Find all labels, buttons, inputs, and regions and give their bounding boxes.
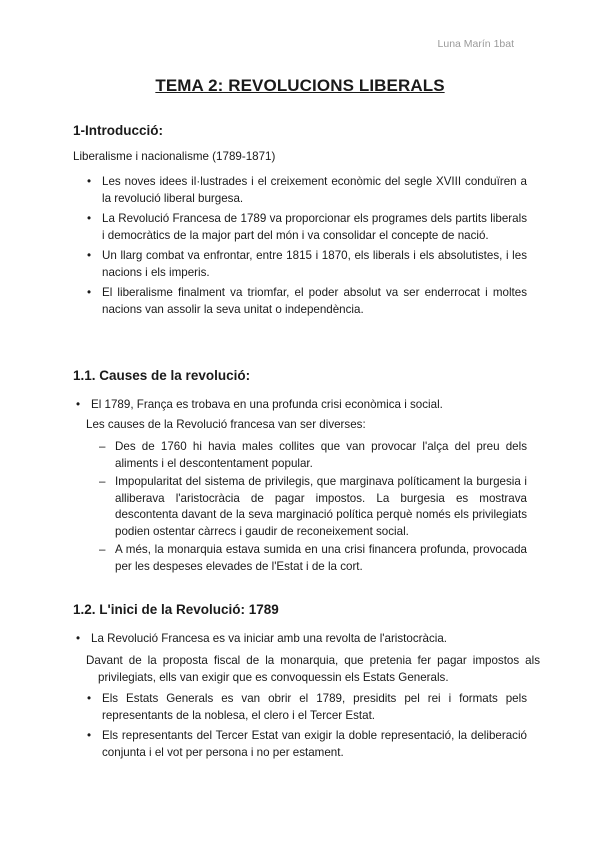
- causes-dash-list: [0, 439, 527, 577]
- list-item: • La Revolució Francesa es va iniciar amb una revolta de l'aristocràcia.: [91, 631, 516, 648]
- list-item: – A més, la monarquia estava sumida en una crisi financera profunda, provocada per les despeses elevades de l'Estat i de la cort.: [115, 542, 527, 575]
- list-item: – Des de 1760 hi havia males collites que van provocar l'alça del preu dels aliments i el descontentament popular.: [115, 439, 527, 472]
- causes-intro-text: Les causes de la Revolució francesa van ser diverses:: [86, 418, 366, 431]
- inici-paragraph: Davant de la proposta fiscal de la monarquia, que pretenia fer pagar impostos als privilegiats, ells van exigir que es convoquessin els Estats Generals.: [86, 654, 540, 684]
- author-name: Luna Marín 1bat: [437, 38, 514, 50]
- section-heading-inici: 1.2. L'inici de la Revolució: 1789: [73, 602, 279, 617]
- intro-bullet-list: [0, 174, 527, 322]
- inici-first-bullet: [0, 631, 516, 652]
- list-item: – Impopularitat del sistema de privilegis, que marginava políticament la burgesia i alliberava l'aristocràcia de pagar impostos. La burgesia es mostrava descontenta davant de la seva marginació política perquè només els privilegiats podien ostentar càrrecs i gaudir de reconeixement social.: [115, 474, 527, 540]
- list-item: • Un llarg combat va enfrontar, entre 1815 i 1870, els liberals i els absolutistes, i les nacions i els imperis.: [102, 248, 527, 281]
- list-item: • La Revolució Francesa de 1789 va proporcionar els programes dels partits liberals i democràtics de la major part del món i va consolidar el concepte de nació.: [102, 211, 527, 244]
- list-item: • Les noves idees il·lustrades i el creixement econòmic del segle XVIII conduïren a la revolució liberal burgesa.: [102, 174, 527, 207]
- inici-bullet-list: [0, 691, 527, 765]
- list-item: • Els representants del Tercer Estat van exigir la doble representació, la deliberació conjunta i el vot per persona i no per estament.: [102, 728, 527, 761]
- list-item: • El liberalisme finalment va triomfar, el poder absolut va ser enderrocat i moltes nacions van assolir la seva unitat o independència.: [102, 285, 527, 318]
- list-item: • El 1789, França es trobava en una profunda crisi econòmica i social.: [91, 397, 516, 414]
- intro-subtitle: Liberalisme i nacionalisme (1789-1871): [73, 150, 276, 163]
- list-item: • Els Estats Generals es van obrir el 1789, presidits pel rei i formats pels representants de la noblesa, el clero i el Tercer Estat.: [102, 691, 527, 724]
- page-title: TEMA 2: REVOLUCIONS LIBERALS: [155, 76, 445, 95]
- section-heading-intro: 1-Introducció:: [73, 123, 163, 138]
- section-heading-causes: 1.1. Causes de la revolució:: [73, 368, 251, 383]
- causes-bullet-list: [0, 397, 516, 418]
